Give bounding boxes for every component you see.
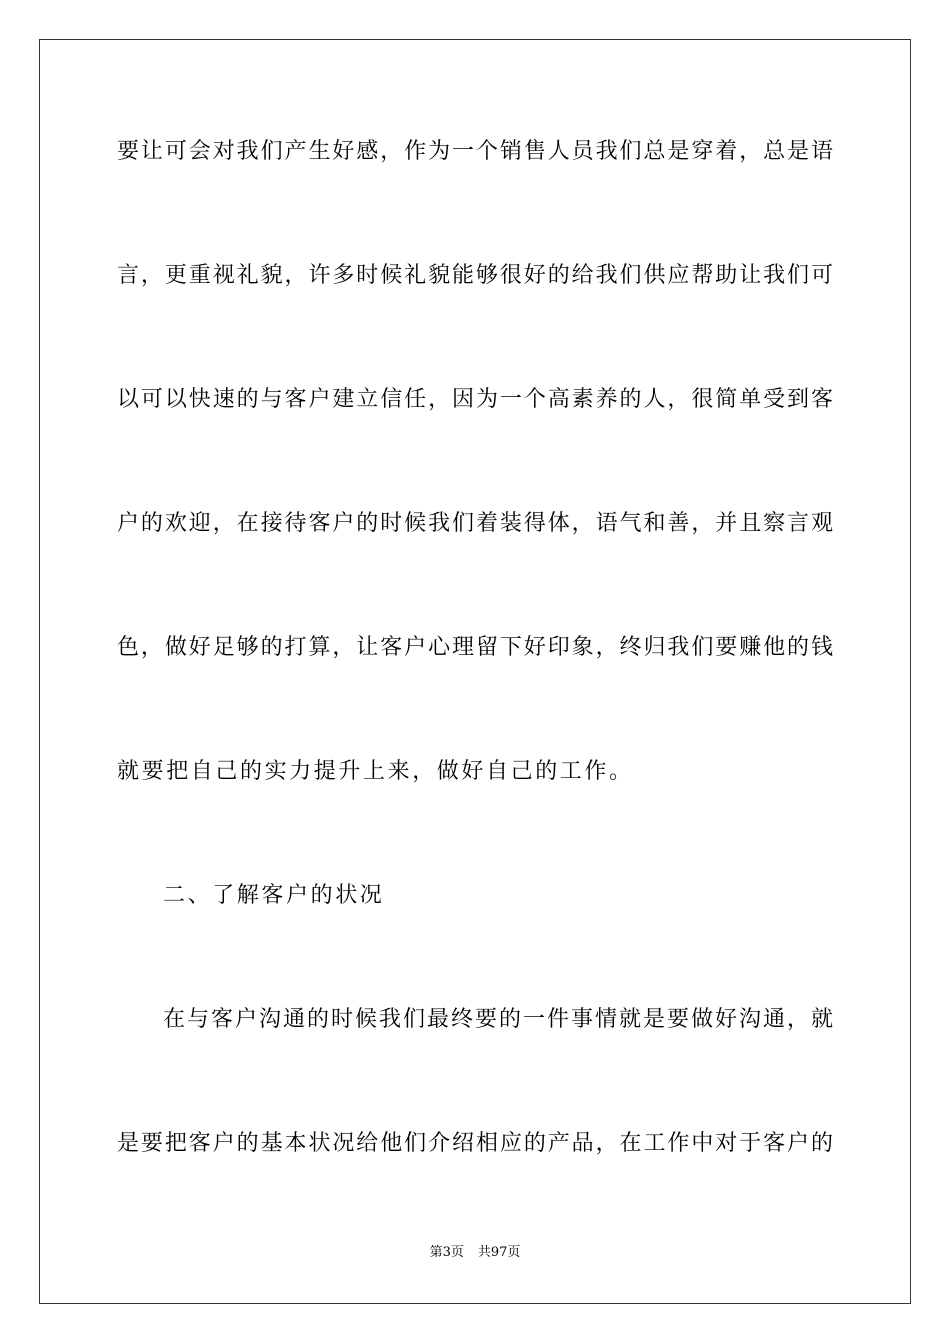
body-line-8: 是要把客户的基本状况给他们介绍相应的产品，在工作中对于客户的: [117, 1131, 833, 1156]
page-number: 第3页: [429, 1245, 464, 1260]
body-line-3: 以可以快速的与客户建立信任，因为一个高素养的人，很简单受到客: [117, 387, 833, 412]
page-border: [39, 39, 911, 1304]
body-line-6: 就要把自己的实力提升上来，做好自己的工作。: [117, 759, 634, 784]
page-footer: [0, 1244, 950, 1262]
body-line-1: 要让可会对我们产生好感，作为一个销售人员我们总是穿着，总是语: [117, 139, 833, 164]
body-line-2: 言，更重视礼貌，许多时候礼貌能够很好的给我们供应帮助让我们可: [117, 263, 833, 288]
body-line-7: 在与客户沟通的时候我们最终要的一件事情就是要做好沟通，就: [163, 1007, 833, 1032]
section-heading: 二、了解客户的状况: [163, 883, 385, 908]
page-total: 共97页: [477, 1245, 521, 1260]
body-line-4: 户的欢迎，在接待客户的时候我们着装得体，语气和善，并且察言观: [117, 511, 833, 536]
body-line-5: 色，做好足够的打算，让客户心理留下好印象，终归我们要赚他的钱: [117, 635, 833, 660]
